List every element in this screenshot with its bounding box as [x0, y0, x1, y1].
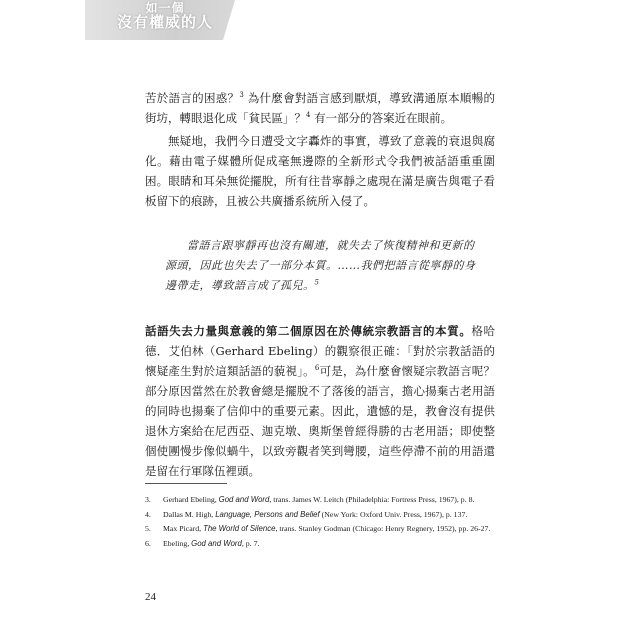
paragraph-3-lead: 話語失去力量與意義的第二個原因在於傳統宗教語言的本質。: [145, 324, 472, 338]
footnote-author: Dallas M. High,: [163, 509, 216, 519]
footnote-ref-6: 6: [314, 364, 320, 373]
footnote-title: God and Word: [191, 538, 242, 548]
footnote-ref-4: 4: [306, 111, 311, 120]
footnote-author: Max Picard,: [163, 524, 204, 533]
footnote-number: 4.: [145, 509, 151, 519]
footnote-title: Language, Persons and Belief: [215, 509, 320, 519]
footnote-text: [163, 523, 495, 535]
paragraph-1-text-a: 苦於語言的困惑？: [145, 91, 240, 105]
footnote-number: 3.: [145, 495, 151, 504]
footnote-number: 6.: [145, 538, 151, 548]
footnotes-list: [145, 494, 495, 552]
footnote-author: Gerhard Ebeling,: [163, 495, 219, 504]
footnote-text: [163, 509, 495, 521]
paragraph-1-text-c: 有一部分的答案近在眼前。: [310, 111, 453, 125]
footnote-item: [145, 494, 495, 506]
footnote-author: Ebeling,: [163, 538, 192, 548]
paragraph-2: 無疑地，我們今日遭受文字轟炸的事實，導致了意義的衰退與腐化。藉由電子媒體所促成毫無邊際的全新形式令我們被話語重重圍困。眼睛和耳朵無從擺脫，所有往昔寧靜之處現在滿是廣告與電子看板留下的痕跡，且被公共廣播系統所入侵了。: [145, 134, 495, 208]
footnote-details: , p. 7.: [241, 538, 260, 548]
footnote-ref-5: 5: [314, 278, 320, 287]
footnote-item: [145, 523, 495, 535]
block-quote-body: 當語言跟寧靜再也沒有關連，就失去了恢復精神和更新的源頭，因此也失去了一部分本質。……我們把語言從寧靜的身邊帶走，導致語言成了孤兒。: [165, 239, 476, 292]
footnote-title: The World of Silence: [203, 524, 276, 533]
paragraph-3-text-a: 格哈德．艾伯林（Gerhard Ebeling）的觀察很正確：「對於宗教話語的懷疑產生對於這類話語的藐視」。: [145, 324, 496, 378]
running-header-line-1: 如一個: [145, 1, 185, 15]
paragraph-3: [145, 321, 495, 481]
block-quote: [165, 236, 483, 296]
running-header-line-2: 沒有權威的人: [116, 12, 213, 31]
footnote-number: 5.: [145, 524, 151, 533]
footnote-separator: [145, 483, 227, 484]
paragraph-1-text-b: 為什麼會對語言感到厭煩，導致溝通原本順暢的街坊，轉眼退化成「貧民區」？: [145, 91, 495, 125]
paragraph-1: [145, 88, 495, 128]
footnote-text: [163, 538, 495, 550]
paragraph-3-text-b: 可是，為什麼會懷疑宗教語言呢？部分原因當然在於教會總是擺脫不了落後的語言，擔心揚棄古老用語的同時也揚棄了信仰中的重要元素。因此，遺憾的是，教會沒有提供退休方案給在尼西亞、迦克墩、奧斯堡曾經得勝的古老用語；即使整個使團慢步像似蝸牛，以致旁觀者笑到彎腰，這些停滯不前的用語還是留在行軍隊伍裡頭。: [145, 364, 495, 478]
block-quote-text: [165, 236, 483, 296]
footnote-ref-3: 3: [239, 91, 244, 100]
running-header-title: [105, 2, 225, 30]
footnote-item: [145, 538, 495, 550]
footnote-details: , trans. Stanley Godman (Chicago: Henry Regnery, 1952), pp. 26-27.: [275, 524, 491, 533]
footnote-details: , trans. James W. Leitch (Philadelphia: Fortress Press, 1967), p. 8.: [269, 495, 475, 504]
footnote-item: [145, 509, 495, 521]
footnote-details: (New York: Oxford Univ. Press, 1967), p. 137.: [319, 509, 468, 519]
page-number: 24: [145, 591, 156, 603]
footnote-title: God and Word: [218, 495, 270, 504]
footnote-text: [163, 494, 495, 506]
